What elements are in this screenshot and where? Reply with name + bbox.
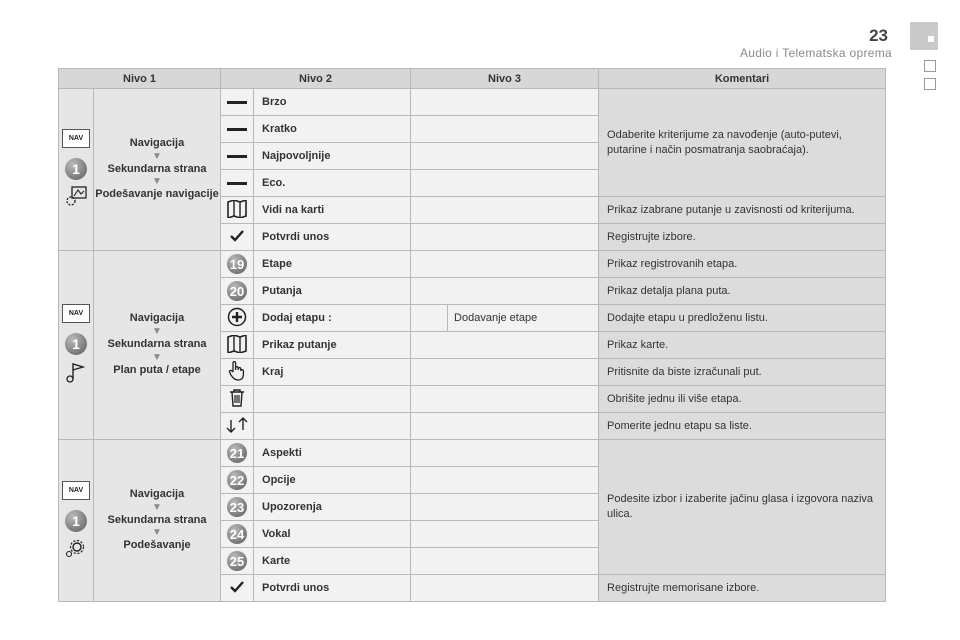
nivo3-cell <box>411 575 599 602</box>
path-step: Sekundarna strana <box>107 513 207 526</box>
step-number-badge: 1 <box>65 333 87 355</box>
nivo3-cell <box>411 440 599 467</box>
nivo2-icon-cell <box>221 575 254 602</box>
arrow-down-icon: ▼ <box>152 176 162 188</box>
trash-icon <box>229 398 245 410</box>
nivo3-cell <box>411 170 599 197</box>
path-step: Navigacija <box>129 136 185 149</box>
nivo2-label <box>254 386 411 413</box>
nivo3-cell <box>411 386 599 413</box>
nivo2-icon-cell <box>221 548 254 575</box>
nivo2-label: Potvrdi unos <box>254 575 411 602</box>
nivo2-icon-cell <box>221 89 254 116</box>
nivo3-cell <box>411 332 599 359</box>
comment-cell: Prikaz registrovanih etapa. <box>599 251 886 278</box>
nivo2-icon-cell <box>221 494 254 521</box>
nivo2-icon-cell <box>221 467 254 494</box>
nivo1-icons <box>59 251 94 440</box>
nivo2-label: Vokal <box>254 521 411 548</box>
nivo2-icon-cell <box>221 251 254 278</box>
nivo2-icon-cell <box>221 143 254 170</box>
section-number-badge: 24 <box>227 524 247 544</box>
nivo2-label: Kraj <box>254 359 411 386</box>
add-icon <box>227 318 247 330</box>
menu-table <box>58 68 886 602</box>
side-tab-marker <box>928 36 934 42</box>
dash-icon <box>227 101 247 104</box>
page-number: 23 <box>869 26 888 45</box>
header-komentari: Komentari <box>599 69 886 89</box>
hand-icon <box>228 372 246 384</box>
settings-gear-icon <box>65 538 87 561</box>
path-step: Navigacija <box>129 312 185 325</box>
nivo2-icon-cell <box>221 332 254 359</box>
comment-cell: Pomerite jednu etapu sa liste. <box>599 413 886 440</box>
nivo3-cell <box>411 494 599 521</box>
nivo2-icon-cell <box>221 224 254 251</box>
menu-table-body <box>59 89 886 602</box>
arrow-down-icon: ▼ <box>152 150 162 162</box>
nivo2-label: Brzo <box>254 89 411 116</box>
table-row <box>59 440 886 467</box>
header-nivo-2: Nivo 2 <box>221 69 411 89</box>
nivo2-icon-cell <box>221 521 254 548</box>
nivo2-label <box>254 413 411 440</box>
path-step: Plan puta / etape <box>113 363 201 376</box>
comment-cell: Odaberite kriterijume za navođenje (auto-putevi, putarine i način posmatranja saobraćaja). <box>599 89 886 197</box>
nivo1-icons <box>59 440 94 602</box>
nivo2-label: Upozorenja <box>254 494 411 521</box>
section-number-badge: 25 <box>227 551 247 571</box>
nivo3-cell <box>411 116 599 143</box>
nivo3-cell <box>411 548 599 575</box>
nivo2-label: Karte <box>254 548 411 575</box>
comment-cell: Podesite izbor i izaberite jačinu glasa i izgovora naziva ulica. <box>599 440 886 575</box>
nivo3-cell <box>411 278 599 305</box>
path-step: Sekundarna strana <box>107 162 207 175</box>
section-number-badge: 19 <box>227 254 247 274</box>
arrow-down-icon: ▼ <box>152 501 162 513</box>
page-subtitle: Audio i Telematska oprema <box>739 46 892 60</box>
arrow-down-icon: ▼ <box>152 527 162 539</box>
path-step: Podešavanje <box>123 539 191 552</box>
nivo3-cell <box>411 521 599 548</box>
nivo3-cell <box>411 224 599 251</box>
nivo3-cell <box>411 251 599 278</box>
nivo1-path <box>94 440 221 602</box>
map-icon <box>226 344 248 356</box>
table-row <box>59 251 886 278</box>
dash-icon <box>227 182 247 185</box>
nivo2-icon-cell <box>221 170 254 197</box>
nivo2-label: Etape <box>254 251 411 278</box>
nav-key-icon: NAV <box>62 304 90 323</box>
nivo1-path <box>94 251 221 440</box>
comment-cell: Pritisnite da biste izračunali put. <box>599 359 886 386</box>
nav-key-icon: NAV <box>62 129 90 148</box>
comment-cell: Prikaz detalja plana puta. <box>599 278 886 305</box>
check-icon <box>230 233 244 245</box>
header-nivo-3: Nivo 3 <box>411 69 599 89</box>
nivo2-icon-cell <box>221 197 254 224</box>
nivo3-cell <box>411 143 599 170</box>
comment-cell: Registrujte izbore. <box>599 224 886 251</box>
nivo2-label: Kratko <box>254 116 411 143</box>
nivo3-label: Dodavanje etape <box>448 305 599 332</box>
navigation-settings-icon <box>64 186 88 211</box>
comment-cell: Dodajte etapu u predloženu listu. <box>599 305 886 332</box>
comment-cell: Obrišite jednu ili više etapa. <box>599 386 886 413</box>
table-row <box>59 89 886 116</box>
section-number-badge: 21 <box>227 443 247 463</box>
dash-icon <box>227 128 247 131</box>
nivo1-path <box>94 89 221 251</box>
nivo3-cell <box>411 359 599 386</box>
nivo2-icon-cell <box>221 278 254 305</box>
path-step: Sekundarna strana <box>107 338 207 351</box>
nivo3-cell <box>411 467 599 494</box>
comment-cell: Prikaz karte. <box>599 332 886 359</box>
nivo2-label: Aspekti <box>254 440 411 467</box>
side-tabs <box>910 22 938 90</box>
nivo2-label: Potvrdi unos <box>254 224 411 251</box>
map-icon <box>226 209 248 221</box>
nivo2-icon-cell <box>221 359 254 386</box>
move-icon <box>225 425 249 437</box>
nivo2-icon-cell <box>221 386 254 413</box>
nivo3-cell <box>411 197 599 224</box>
nav-key-icon: NAV <box>62 481 90 500</box>
comment-cell: Registrujte memorisane izbore. <box>599 575 886 602</box>
nivo2-label: Prikaz putanje <box>254 332 411 359</box>
nivo3-cell <box>411 305 448 332</box>
nivo2-icon-cell <box>221 305 254 332</box>
nivo2-label: Opcije <box>254 467 411 494</box>
check-icon <box>230 584 244 596</box>
arrow-down-icon: ▼ <box>152 326 162 338</box>
dash-icon <box>227 155 247 158</box>
step-number-badge: 1 <box>65 510 87 532</box>
section-number-badge: 23 <box>227 497 247 517</box>
step-number-badge: 1 <box>65 158 87 180</box>
nivo3-cell <box>411 413 599 440</box>
nivo1-icons <box>59 89 94 251</box>
arrow-down-icon: ▼ <box>152 351 162 363</box>
path-step: Podešavanje navigacije <box>95 188 219 201</box>
nivo2-icon-cell <box>221 440 254 467</box>
nivo2-label: Eco. <box>254 170 411 197</box>
nivo3-cell <box>411 89 599 116</box>
route-flag-icon <box>65 361 87 386</box>
side-tab <box>924 60 936 72</box>
nivo2-icon-cell <box>221 116 254 143</box>
path-step: Navigacija <box>129 487 185 500</box>
nivo2-label: Vidi na karti <box>254 197 411 224</box>
section-number-badge: 20 <box>227 281 247 301</box>
section-number-badge: 22 <box>227 470 247 490</box>
comment-cell: Prikaz izabrane putanje u zavisnosti od kriterijuma. <box>599 197 886 224</box>
nivo2-label: Putanja <box>254 278 411 305</box>
nivo2-icon-cell <box>221 413 254 440</box>
nivo2-label: Najpovoljnije <box>254 143 411 170</box>
side-tab <box>924 78 936 90</box>
nivo2-label: Dodaj etapu : <box>254 305 411 332</box>
header-nivo-1: Nivo 1 <box>59 69 221 89</box>
